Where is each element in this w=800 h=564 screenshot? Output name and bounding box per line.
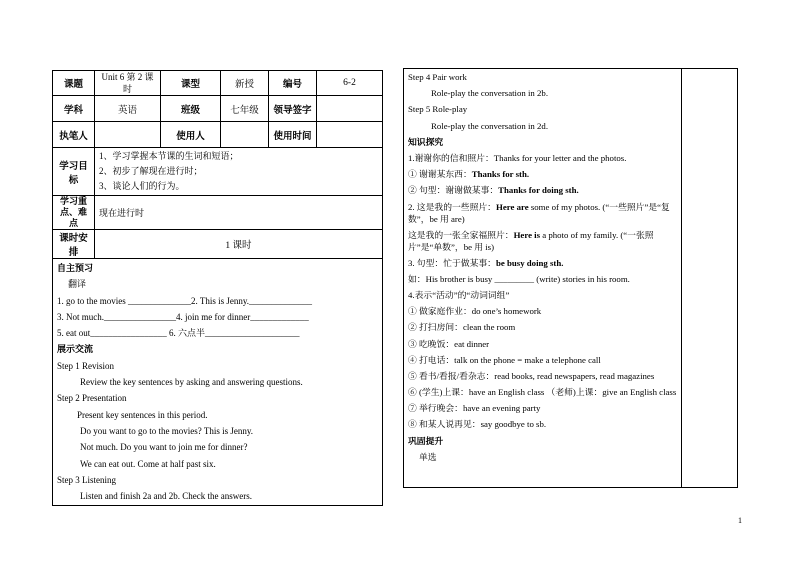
translate-line: 5. eat out_________________ 6. 六点半_____________________ <box>57 328 300 339</box>
knowledge-2a <box>408 199 677 227</box>
activity-item: ⑤ 看书/看报/看杂志：read books, read newspapers, read magazines <box>408 371 655 382</box>
k1a-bold: Thanks for sth. <box>471 169 530 180</box>
schedule-label: 课时安排 <box>53 230 95 259</box>
leader-label: 领导签字 <box>269 96 317 122</box>
right-content <box>404 69 682 488</box>
number-value: 6-2 <box>317 71 383 96</box>
activity-item: ② 打扫房间：clean the room <box>408 322 516 333</box>
grade-value: 七年级 <box>221 96 269 122</box>
step1-title: Step 1 Revision <box>57 360 115 371</box>
k2b-bold: Here is <box>513 229 541 240</box>
goal-item: 2、初步了解现在进行时； <box>99 166 203 176</box>
grade-label: 班级 <box>161 96 221 122</box>
k3-bold: be busy doing sth. <box>495 257 564 268</box>
k1b-bold: Thanks for doing sth. <box>498 185 579 196</box>
k1b-text: ② 句型：谢谢做某事： <box>408 185 499 196</box>
writer-label: 执笔人 <box>53 122 95 148</box>
preview-title: 自主预习 <box>57 263 94 273</box>
knowledge-4: 4.表示“活动”的“动词词组” <box>408 290 510 301</box>
goals-list <box>95 148 383 196</box>
usetime-value <box>317 122 383 148</box>
subject-label: 学科 <box>53 96 95 122</box>
subject-value: 英语 <box>95 96 161 122</box>
show-title: 展示交流 <box>57 344 94 355</box>
activity-item: ③ 吃晚饭：eat dinner <box>408 338 490 349</box>
step2-text: Present key sentences in this period. <box>77 409 208 420</box>
step2-line: Do you want to go to the movies? This is Jenny. <box>80 425 253 436</box>
page-number: 1 <box>738 516 742 525</box>
user-value <box>221 122 269 148</box>
knowledge-1: 1.谢谢你的信和照片：Thanks for your letter and the photos. <box>408 153 627 164</box>
usetime-label: 使用时间 <box>269 122 317 148</box>
key-value: 现在进行时 <box>95 196 383 230</box>
goals-label: 学习目标 <box>53 148 95 196</box>
step4-title: Step 4 Pair work <box>408 72 467 82</box>
knowledge-1b <box>408 182 677 198</box>
translate-line: 1. go to the movies ______________2. This is Jenny.______________ <box>57 295 312 306</box>
topic-label: 课题 <box>53 71 95 96</box>
activity-item: ⑥ (学生)上课：have an English class （老师)上课：give an English class <box>408 387 677 398</box>
activity-item: ⑦ 举行晚会：have an evening party <box>408 403 541 414</box>
step1-text: Review the key sentences by asking and answering questions. <box>80 377 303 388</box>
type-value: 新授 <box>221 71 269 96</box>
translate-line: 3. Not much.________________4. join me for dinner_____________ <box>57 311 309 322</box>
single-choice-label: 单选 <box>419 451 437 462</box>
activity-item: ⑧ 和某人说再见：say goodbye to sb. <box>408 419 547 430</box>
left-table <box>52 70 383 506</box>
number-label: 编号 <box>269 71 317 96</box>
user-label: 使用人 <box>161 122 221 148</box>
step2-line: We can eat out. Come at half past six. <box>80 458 216 469</box>
translate-label: 翻译 <box>68 279 87 290</box>
k1a-text: ① 谢谢某东西： <box>408 169 472 180</box>
k3-text: 3. 句型：忙于做某事： <box>408 257 496 268</box>
right-notes-column <box>682 69 738 488</box>
knowledge-2b <box>408 227 677 255</box>
k2a-bold: Here are <box>495 201 529 212</box>
schedule-value: 1 课时 <box>95 230 383 259</box>
knowledge-1a <box>408 166 677 182</box>
k2a-post: some of my photos. (“一些照片”是“复数”，be 用 are) <box>408 201 670 224</box>
k2b-text: 这是我的一张全家福照片： <box>408 229 514 240</box>
step4-text: Role-play the conversation in 2b. <box>431 88 549 99</box>
leader-value <box>317 96 383 122</box>
step2-title: Step 2 Presentation <box>57 393 127 404</box>
knowledge-title: 知识探究 <box>408 136 444 147</box>
step5-text: Role-play the conversation in 2d. <box>431 120 549 131</box>
knowledge-3 <box>408 255 677 271</box>
left-content <box>53 259 383 506</box>
step3-text: Listen and finish 2a and 2b. Check the answers. <box>80 491 252 502</box>
knowledge-3-example: 如：His brother is busy _________ (write) stories in his room. <box>408 273 630 284</box>
activity-item: ④ 打电话：talk on the phone = make a telephone call <box>408 354 601 365</box>
topic-value: Unit 6 第 2 课时 <box>95 71 161 96</box>
type-label: 课型 <box>161 71 221 96</box>
k2a-text: 2. 这是我的一些照片： <box>408 201 496 212</box>
step3-title: Step 3 Listening <box>57 474 116 485</box>
k2b-post: a photo of my family. (“一张照片”是“单数”，be 用 is) <box>408 229 654 252</box>
consolidate-title: 巩固提升 <box>408 435 444 446</box>
right-table <box>403 68 738 488</box>
key-label: 学习重点、难点 <box>53 196 95 230</box>
writer-value <box>95 122 161 148</box>
goal-item: 3、谈论人们的行为。 <box>99 181 185 191</box>
goal-item: 1、学习掌握本节课的生词和短语； <box>99 151 239 161</box>
step2-line: Not much. Do you want to join me for dinner? <box>80 442 248 453</box>
activity-item: ① 做家庭作业：do one’s homework <box>408 306 542 317</box>
step5-title: Step 5 Role-play <box>408 104 468 115</box>
